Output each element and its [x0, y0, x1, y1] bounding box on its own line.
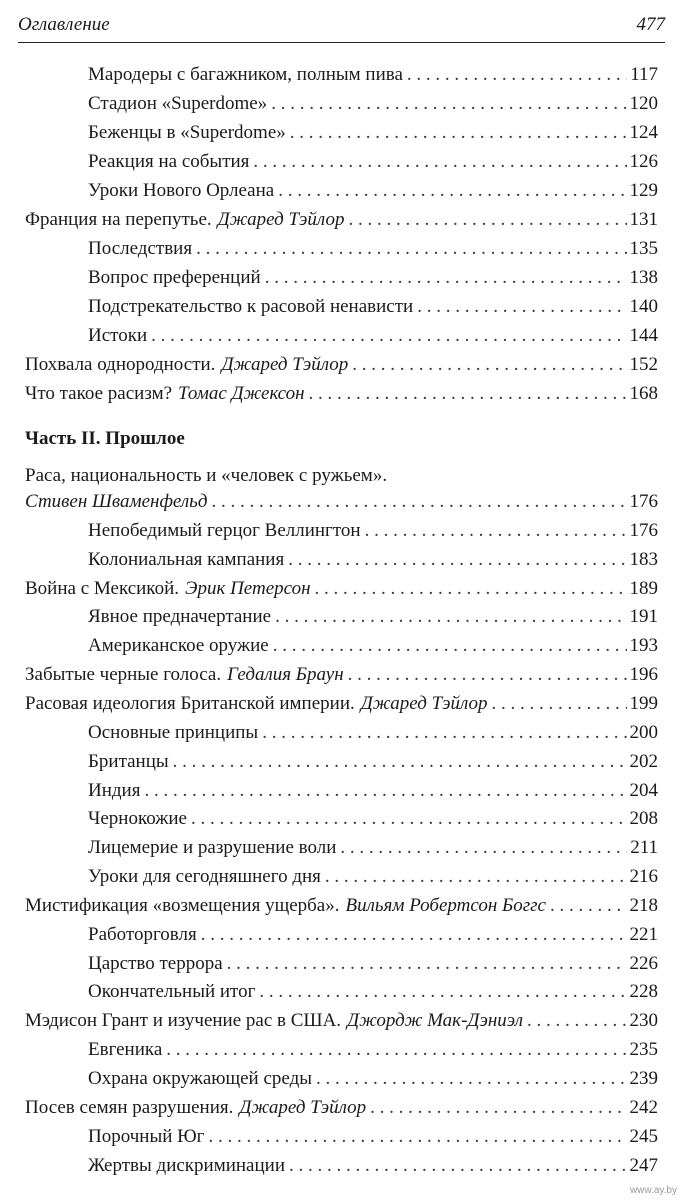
- toc-entry: [25, 206, 658, 234]
- dot-leader: [348, 661, 627, 689]
- toc-entry: [25, 351, 658, 379]
- toc-entry-page: 245: [629, 1125, 658, 1147]
- dot-leader: [265, 264, 627, 292]
- toc-entry: [88, 1152, 658, 1180]
- dot-leader: [201, 921, 627, 949]
- toc-entry: [88, 293, 658, 321]
- toc-entry-title: Охрана окружающей среды: [88, 1068, 313, 1089]
- page-number: 477: [636, 14, 665, 35]
- toc-entry: [88, 322, 658, 350]
- toc-entry-title: Посев семян разрушения.: [25, 1096, 234, 1118]
- toc-entry-title: Беженцы в «Superdome»: [88, 122, 286, 143]
- toc-entry-title: Колониальная кампания: [88, 548, 285, 570]
- dot-leader: [289, 1152, 627, 1180]
- toc-entry-page: 124: [629, 122, 658, 143]
- toc-entry: [88, 603, 658, 631]
- toc-entry-author: Гедалия Браун: [227, 664, 344, 686]
- page-header: [18, 8, 665, 43]
- toc-entry-title: Работорговля: [88, 923, 197, 945]
- toc-entry-title: Последствия: [88, 238, 193, 259]
- dot-leader: [278, 177, 626, 205]
- dot-leader: [315, 575, 627, 603]
- toc-entry-page: 196: [629, 664, 658, 686]
- toc-entry-title: Реакция на события: [88, 151, 250, 172]
- toc-entry: [88, 235, 658, 263]
- dot-leader: [316, 1065, 626, 1093]
- toc-entry: [88, 1123, 658, 1151]
- toc-entry-page: 176: [629, 491, 658, 512]
- dot-leader: [492, 690, 627, 718]
- toc-entry-page: 218: [629, 894, 658, 916]
- toc-entry-title: Основные принципы: [88, 721, 259, 743]
- toc-entry-page: 216: [629, 866, 658, 888]
- toc-entry-title: Американское оружие: [88, 635, 269, 657]
- toc-entry-title: Мэдисон Грант и изучение рас в США.: [25, 1010, 342, 1032]
- toc-entry-title: Мистификация «возмещения ущерба».: [25, 894, 340, 916]
- toc-entry-title: Евгеника: [88, 1039, 163, 1061]
- toc-entry: [88, 950, 658, 978]
- toc-entry-page: 138: [629, 267, 658, 288]
- toc-entry: [25, 690, 658, 718]
- dot-leader: [253, 148, 626, 176]
- toc-entry-author: Джаред Тэйлор: [221, 354, 349, 375]
- toc-entry-page: 191: [629, 606, 658, 628]
- toc-entry-author: Джордж Мак-Дэниэл: [347, 1010, 523, 1032]
- toc-entry: [88, 805, 658, 833]
- toc-entry: [25, 1007, 658, 1035]
- toc-entry: [88, 719, 658, 747]
- toc-entry-title: Стадион «Superdome»: [88, 93, 268, 114]
- toc-entry: [25, 1094, 658, 1122]
- toc-entry-title: Порочный Юг: [88, 1125, 205, 1147]
- dot-leader: [370, 1094, 626, 1122]
- toc-entry: [88, 61, 658, 89]
- toc-entry: [25, 892, 658, 920]
- toc-entry: [88, 264, 658, 292]
- dot-leader: [417, 293, 626, 321]
- toc-entry-page: 242: [629, 1096, 658, 1118]
- toc-entry-author: Эрик Петерсон: [185, 577, 311, 599]
- toc-entry-author: Джаред Тэйлор: [239, 1096, 367, 1118]
- toc-entry: [88, 148, 658, 176]
- dot-leader: [288, 546, 626, 574]
- toc-entry-page: 168: [629, 383, 658, 404]
- dot-leader: [191, 805, 627, 833]
- toc-entry-page: 176: [629, 519, 658, 541]
- toc-entry-page: 117: [630, 64, 658, 85]
- toc-entry-title: Вопрос преференций: [88, 267, 261, 288]
- toc-entry-title: Похвала однородности.: [25, 354, 216, 375]
- toc-entry-title: Лицемерие и разрушение воли: [88, 837, 337, 859]
- toc-entry-page: 235: [629, 1039, 658, 1061]
- toc-entry-page: 140: [629, 296, 658, 317]
- toc-entry: [88, 978, 658, 1006]
- dot-leader: [340, 834, 627, 862]
- toc-entry-page: 152: [629, 354, 658, 375]
- toc-entry: [88, 90, 658, 118]
- dot-leader: [527, 1007, 627, 1035]
- toc-entry-title: Мародеры с багажником, полным пива: [88, 64, 403, 85]
- dot-leader: [262, 719, 626, 747]
- toc-entry: [25, 575, 658, 603]
- toc-entry-title-line: Раса, национальность и «человек с ружьем».: [25, 465, 388, 486]
- toc-entry-page: 120: [629, 93, 658, 114]
- toc-entry-page: 239: [629, 1068, 658, 1089]
- toc-entry-page: 230: [629, 1010, 658, 1032]
- toc-entry-author: Джаред Тэйлор: [360, 692, 488, 714]
- toc-entry-author: Вильям Робертсон Боггс: [345, 894, 546, 916]
- toc-entry-page: 202: [629, 750, 658, 772]
- dot-leader: [365, 517, 627, 545]
- toc-entry: [88, 119, 658, 147]
- toc-entry: [88, 834, 658, 862]
- toc-entry: [25, 488, 658, 516]
- toc-entry-page: 211: [630, 837, 658, 859]
- toc-entry-page: 228: [629, 981, 658, 1003]
- toc-entry: [88, 863, 658, 891]
- dot-leader: [407, 61, 627, 89]
- toc-entry-title: Явное предначертание: [88, 606, 272, 628]
- toc-entry-title: Расовая идеология Британской империи.: [25, 692, 355, 714]
- dot-leader: [196, 235, 626, 263]
- toc-entry-title: Жертвы дискриминации: [88, 1154, 285, 1176]
- toc-entry: [25, 661, 658, 689]
- dot-leader: [325, 863, 627, 891]
- toc-entry: [25, 380, 658, 408]
- dot-leader: [348, 206, 626, 234]
- dot-leader: [273, 632, 627, 660]
- dot-leader: [352, 351, 626, 379]
- toc-entry-page: 129: [629, 180, 658, 201]
- toc-entry-page: 200: [629, 721, 658, 743]
- toc-entry-title: Истоки: [88, 325, 148, 346]
- toc-entry: [88, 1036, 658, 1064]
- part-heading: Часть II. Прошлое: [25, 428, 185, 449]
- toc-entry: [88, 748, 658, 776]
- dot-leader: [151, 322, 626, 350]
- toc-entry-page: 131: [629, 209, 658, 230]
- dot-leader: [271, 90, 626, 118]
- toc-entry-title: Война с Мексикой.: [25, 577, 179, 599]
- toc-entry-author: Джаред Тэйлор: [217, 209, 345, 230]
- dot-leader: [290, 119, 627, 147]
- toc-entry-title: Франция на перепутье.: [25, 209, 212, 230]
- dot-leader: [550, 892, 627, 920]
- dot-leader: [208, 1123, 626, 1151]
- toc-entry: [88, 546, 658, 574]
- toc-entry-title: Подстрекательство к расовой ненависти: [88, 296, 414, 317]
- toc-entry-page: 247: [629, 1154, 658, 1176]
- toc-entry-title: Британцы: [88, 750, 169, 772]
- toc-entry: [88, 1065, 658, 1093]
- toc-entry: [88, 517, 658, 545]
- dot-leader: [173, 748, 627, 776]
- toc-entry-title: Забытые черные голоса.: [25, 664, 222, 686]
- toc-entry-page: 199: [629, 692, 658, 714]
- toc-entry-title: Индия: [88, 779, 141, 801]
- toc-entry-page: 189: [629, 577, 658, 599]
- dot-leader: [309, 380, 627, 408]
- toc-entry-title: Уроки Нового Орлеана: [88, 180, 275, 201]
- dot-leader: [166, 1036, 626, 1064]
- toc-entry-page: 135: [629, 238, 658, 259]
- toc-entry: [88, 777, 658, 805]
- toc-entry-author: Томас Джексон: [178, 383, 305, 404]
- toc-entry: [88, 921, 658, 949]
- toc-entry-page: 226: [629, 952, 658, 974]
- running-title: Оглавление: [18, 14, 110, 35]
- toc-entry: [88, 632, 658, 660]
- toc-entry-author: Стивен Шваменфельд: [25, 491, 208, 512]
- toc-entry-page: 144: [629, 325, 658, 346]
- toc-entry-page: 204: [629, 779, 658, 801]
- toc-entry-page: 208: [629, 808, 658, 830]
- watermark-text: www.ay.by: [629, 1185, 677, 1196]
- toc-entry-title: Непобедимый герцог Веллингтон: [88, 519, 361, 541]
- toc-entry: [88, 177, 658, 205]
- dot-leader: [144, 777, 626, 805]
- toc-entry-page: 126: [629, 151, 658, 172]
- toc-entry-page: 221: [629, 923, 658, 945]
- toc-entry-title: Что такое расизм?: [25, 383, 173, 404]
- toc-entry-page: 183: [629, 548, 658, 570]
- dot-leader: [275, 603, 626, 631]
- toc-entry-title: Окончательный итог: [88, 981, 256, 1003]
- toc-entry-title: Уроки для сегодняшнего дня: [88, 866, 321, 888]
- toc-entry-title: Чернокожие: [88, 808, 187, 830]
- toc-entry-page: 193: [629, 635, 658, 657]
- dot-leader: [227, 950, 627, 978]
- toc-entry-title: Царство террора: [88, 952, 223, 974]
- dot-leader: [259, 978, 626, 1006]
- dot-leader: [211, 488, 626, 516]
